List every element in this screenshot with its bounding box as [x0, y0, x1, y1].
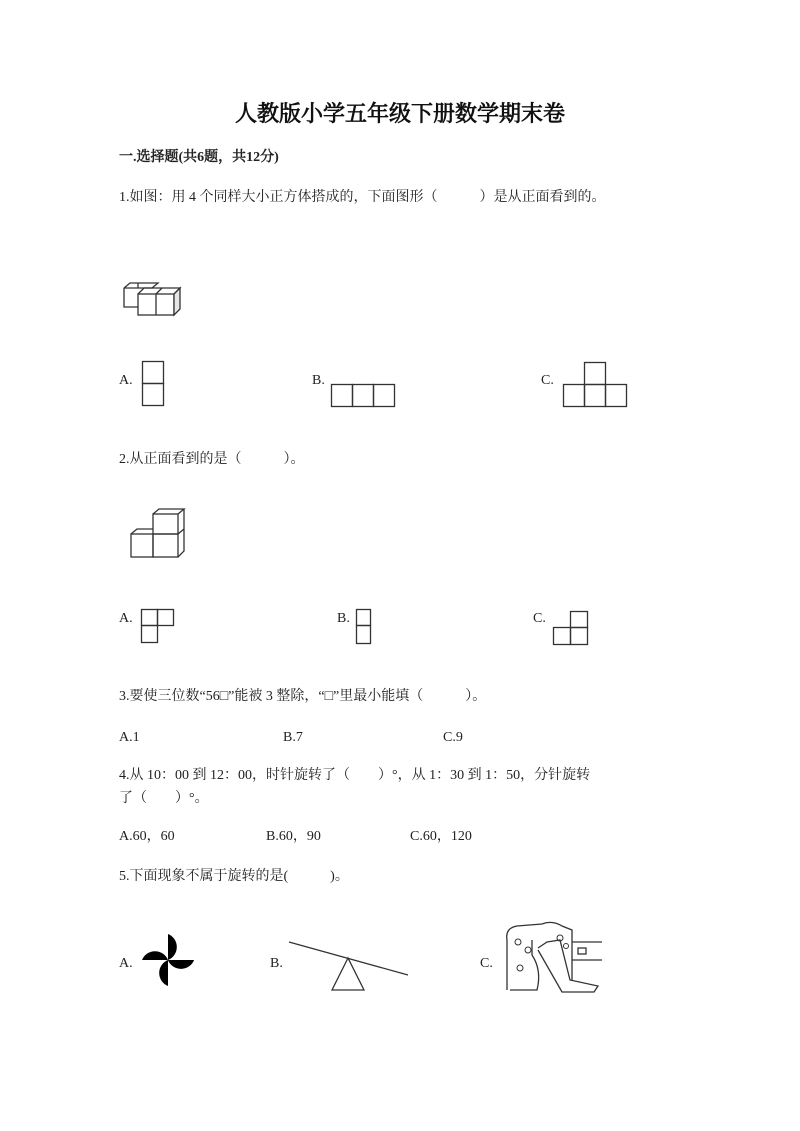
question-1-option-c[interactable]: C. [541, 373, 554, 388]
question-3-option-c[interactable]: C.9 [443, 730, 463, 745]
pinwheel-image[interactable] [140, 932, 196, 988]
question-1-option-a[interactable]: A. [119, 373, 133, 388]
section-heading: 一.选择题(共6题，共12分) [119, 150, 279, 165]
question-1-option-b[interactable]: B. [312, 373, 325, 388]
question-2-option-a[interactable]: A. [119, 611, 133, 626]
question-1-option-b-figure[interactable] [331, 384, 397, 407]
question-5-option-a[interactable]: A. [119, 956, 133, 971]
question-5-text: 5.下面现象不属于旋转的是( )。 [119, 869, 349, 884]
question-2-option-a-figure[interactable] [141, 609, 175, 644]
question-1-cube-figure [124, 282, 186, 316]
page-title: 人教版小学五年级下册数学期末卷 [234, 101, 565, 126]
slide-image[interactable] [502, 920, 608, 992]
question-2-cube-figure [130, 508, 186, 558]
question-3-text: 3.要使三位数“56□”能被 3 整除，“□”里最小能填（ ）。 [119, 689, 487, 704]
question-2-text: 2.从正面看到的是（ ）。 [119, 452, 305, 467]
question-5-option-b[interactable]: B. [270, 956, 283, 971]
question-2-option-b-figure[interactable] [356, 609, 372, 645]
question-2-option-b[interactable]: B. [337, 611, 350, 626]
question-1-option-a-figure[interactable] [142, 361, 164, 407]
question-4-option-b[interactable]: B.60，90 [266, 829, 321, 844]
question-2-option-c-figure[interactable] [553, 611, 589, 645]
question-1-text: 1.如图：用 4 个同样大小正方体搭成的，下面图形（ ）是从正面看到的。 [119, 190, 606, 205]
question-1-option-c-figure[interactable] [563, 362, 629, 408]
question-5-option-c[interactable]: C. [480, 956, 493, 971]
question-4-option-c[interactable]: C.60，120 [410, 829, 472, 844]
seesaw-image[interactable] [288, 940, 410, 992]
question-4-option-a[interactable]: A.60，60 [119, 829, 175, 844]
question-3-option-b[interactable]: B.7 [283, 730, 303, 745]
question-4-text-continued: 了（ ）°。 [119, 791, 209, 806]
question-2-option-c[interactable]: C. [533, 611, 546, 626]
question-4-text: 4.从 10：00 到 12：00，时针旋转了（ ）°，从 1：30 到 1：50，分针旋转 [119, 768, 591, 783]
question-3-option-a[interactable]: A.1 [119, 730, 140, 745]
